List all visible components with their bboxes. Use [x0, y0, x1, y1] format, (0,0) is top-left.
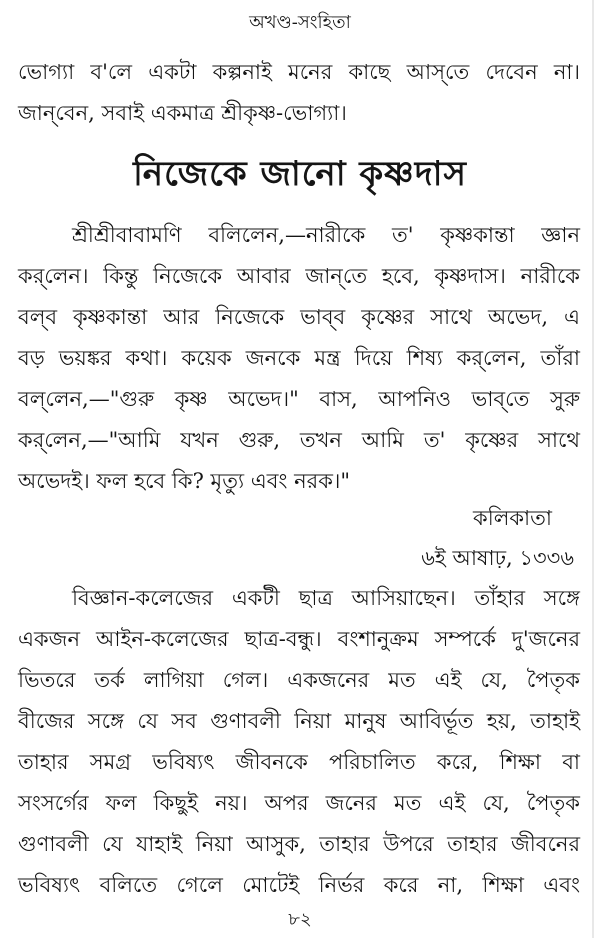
running-head: অখণ্ড-সংহিতা [249, 12, 351, 33]
intro-line: জান্‌বেন, সবাই একমাত্র শ্রীকৃষ্ণ-ভোগ্যা। [18, 101, 347, 125]
paragraph-line: একজন আইন-কলেজের ছাত্র-বন্ধু। বংশানুক্রম সম্পর্কে দু'জনের [18, 627, 580, 651]
paragraph-line: বিজ্ঞান-কলেজের একটী ছাত্র আসিয়াছেন। তাঁহার সঙ্গে [72, 586, 580, 610]
paragraph-line: তাহার সমগ্র ভবিষ্যৎ জীবনকে পরিচালিত করে, শিক্ষা বা [18, 750, 580, 774]
paragraph-line: বল্‌ব কৃষ্ণকান্তা আর নিজেকে ভাব্‌ব কৃষ্ণের সাথে অভেদ, এ [18, 305, 580, 329]
entry-date: ৬ই আষাঢ়, ১৩৩৬ [421, 546, 574, 570]
paragraph-line: শ্রীশ্রীবাবামণি বলিলেন,—নারীকে ত' কৃষ্ণকান্তা জ্ঞান [72, 223, 580, 247]
paragraph-line: সংসর্গের ফল কিছুই নয়। অপর জনের মত এই যে, পৈতৃক [18, 791, 580, 815]
paragraph-line: গুণাবলী যে যাহাই নিয়া আসুক, তাহার উপরে তাহার জীবনের [18, 832, 580, 856]
paragraph-line: ভিতরে তর্ক লাগিয়া গেল। একজনের মত এই যে, পৈতৃক [18, 668, 580, 692]
paragraph-line: কর্‌লেন,—"আমি যখন গুরু, তখন আমি ত' কৃষ্ণের সাথে [18, 428, 580, 452]
paragraph-line: কর্‌লেন। কিন্তু নিজেকে আবার জান্‌তে হবে, কৃষ্ণদাস। নারীকে [18, 264, 580, 288]
paragraph-line: ভবিষ্যৎ বলিতে গেলে মোটেই নির্ভর করে না, শিক্ষা এবং [18, 873, 580, 897]
paragraph-line: বড় ভয়ঙ্কর কথা। কয়েক জনকে মন্ত্র দিয়ে শিষ্য কর্‌লেন, তাঁরা [18, 346, 580, 370]
page-number: ৮২ [288, 909, 312, 930]
place-name: কলিকাতা [473, 506, 552, 530]
paragraph-line: বীজের সঙ্গে যে সব গুণাবলী নিয়া মানুষ আবির্ভূত হয়, তাহাই [18, 709, 580, 733]
intro-line: ভোগ্যা ব'লে একটা কল্পনাই মনের কাছে আস্‌তে দেবেন না। [18, 60, 580, 84]
paragraph-line: অভেদই। ফল হবে কি? মৃত্যু এবং নরক।" [18, 469, 351, 493]
section-title: নিজেকে জানো কৃষ্ণদাস [133, 154, 467, 194]
page-edge-divider [592, 0, 594, 938]
paragraph-line: বল্‌লেন,—"গুরু কৃষ্ণ অভেদ।" বাস, আপনিও ভাব্‌তে সুরু [18, 387, 580, 411]
